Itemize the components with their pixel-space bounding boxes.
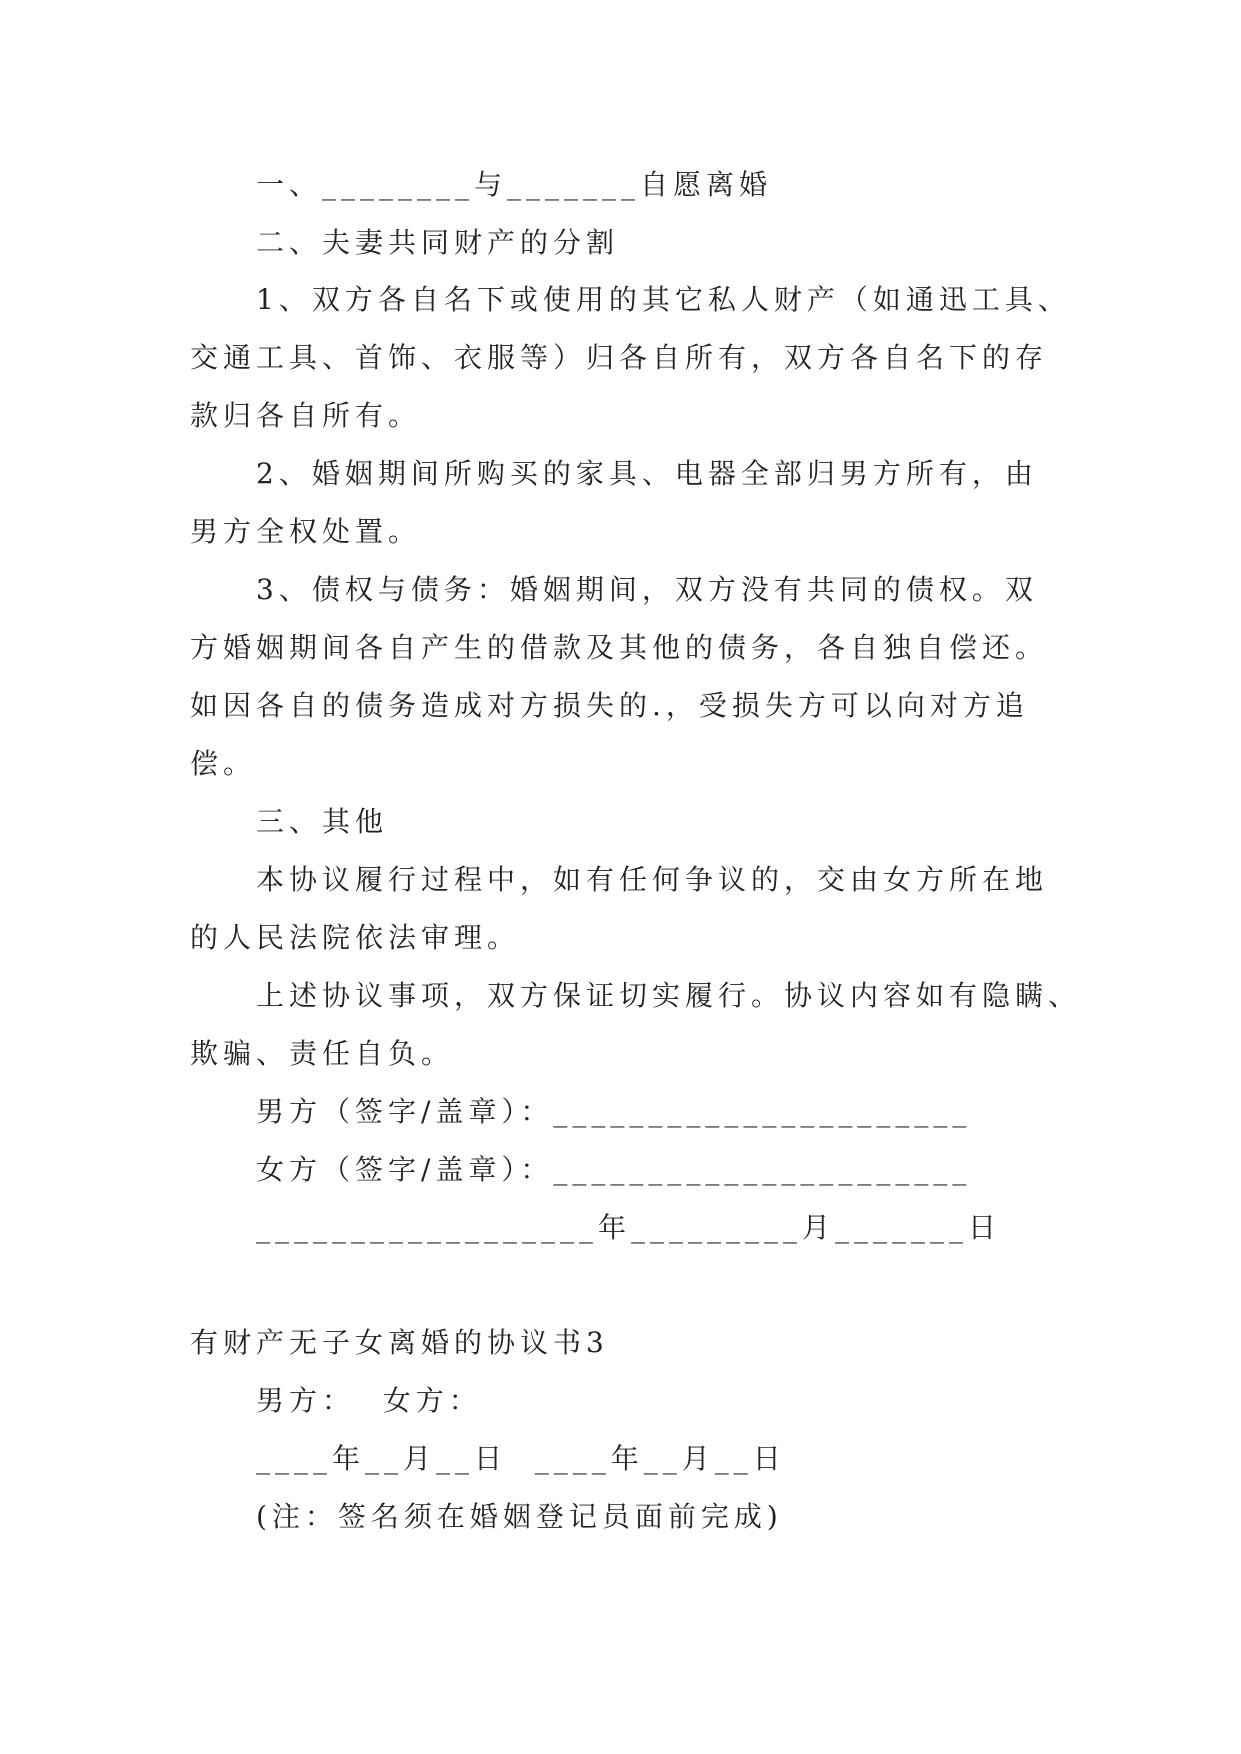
date-line: __________________年_________月_______日 bbox=[256, 1211, 1002, 1244]
item-1-line-3: 款归各自所有。 bbox=[190, 399, 422, 432]
section-one-heading: 一、________与_______自愿离婚 bbox=[256, 168, 773, 201]
dispute-line-1: 本协议履行过程中，如有任何争议的，交由女方所在地 bbox=[256, 863, 1049, 896]
item-3-line-3: 如因各自的债务造成对方损失的.，受损失方可以向对方追 bbox=[190, 689, 1029, 722]
guarantee-line-1: 上述协议事项，双方保证切实履行。协议内容如有隐瞒、 bbox=[256, 979, 1082, 1012]
section-three-heading: 三、其他 bbox=[256, 805, 389, 838]
male-signature-line: 男方（签字/盖章）：______________________ bbox=[256, 1095, 972, 1128]
item-2-line-1: 2、婚姻期间所购买的家具、电器全部归男方所有，由 bbox=[256, 457, 1038, 490]
item-1-line-2: 交通工具、首饰、衣服等）归各自所有，双方各自名下的存 bbox=[190, 341, 1049, 374]
item-2-line-2: 男方全权处置。 bbox=[190, 515, 422, 548]
section-two-heading: 二、夫妻共同财产的分割 bbox=[256, 226, 620, 259]
item-1-line-1: 1、双方各自名下或使用的其它私人财产（如通迅工具、 bbox=[256, 283, 1071, 316]
dates-line: ____年__月__日 ____年__月__日 bbox=[256, 1442, 786, 1475]
dispute-line-2: 的人民法院依法审理。 bbox=[190, 921, 521, 954]
item-3-line-2: 方婚姻期间各自产生的借款及其他的债务，各自独自偿还。 bbox=[190, 631, 1049, 664]
female-signature-line: 女方（签字/盖章）：______________________ bbox=[256, 1153, 972, 1186]
item-3-line-4: 偿。 bbox=[190, 747, 257, 780]
item-3-line-1: 3、债权与债务：婚姻期间，双方没有共同的债权。双 bbox=[256, 573, 1038, 606]
parties-line: 男方： 女方： bbox=[256, 1384, 482, 1417]
next-agreement-title: 有财产无子女离婚的协议书3 bbox=[190, 1326, 609, 1359]
guarantee-line-2: 欺骗、责任自负。 bbox=[190, 1037, 455, 1070]
signature-note: (注：签名须在婚姻登记员面前完成) bbox=[256, 1500, 783, 1533]
